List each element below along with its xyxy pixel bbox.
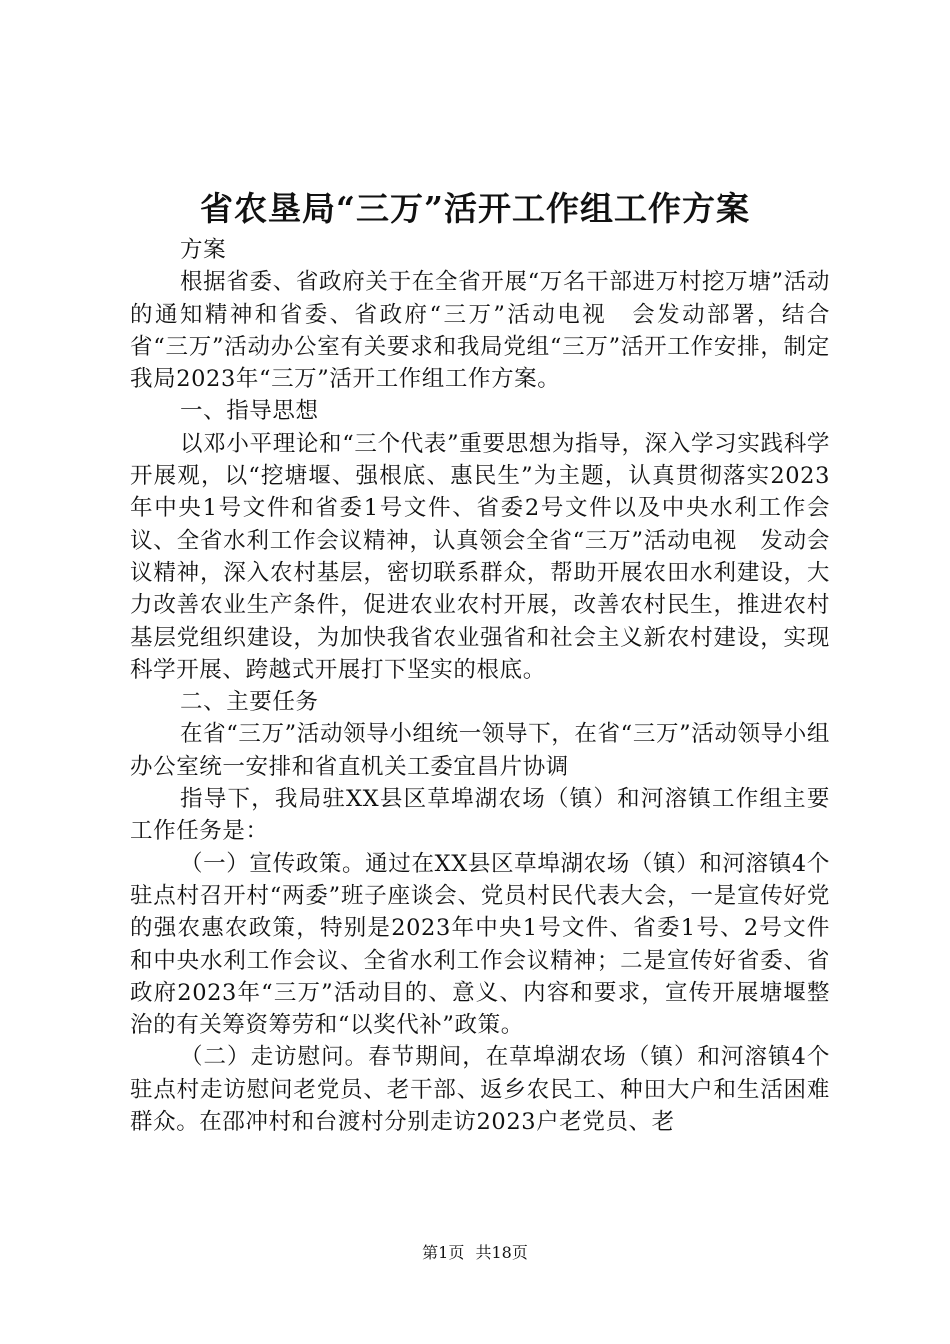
guiding-ideology-paragraph: 以邓小平理论和“三个代表”重要思想为指导，深入学习实践科学开展观，以“挖塘堰、强根底、惠民生”为主题，认真贯彻落实2023年中央1号文件和省委1号文件、省委2号文件以及中央水利工作会议、全省水利工作会议精神，认真领会全省“三万”活动电视 发动会议精神，深入农村基层，密切联系群众，帮助开展农田水利建设，大力改善农业生产条件，促进农业农村开展，改善农村民生，推进农村基层党组织建设，为加快我省农业强省和社会主义新农村建设，实现科学开展、跨越式开展打下坚实的根底。 <box>130 430 830 683</box>
page-footer <box>0 1243 950 1263</box>
document-title: 省农垦局“三万”活开工作组工作方案 <box>200 189 750 228</box>
section-heading-guiding-ideology: 一、指导思想 <box>180 398 319 425</box>
task-2-visits: （二）走访慰问。春节期间，在草埠湖农场（镇）和河溶镇4个驻点村走访慰问老党员、老干部、返乡农民工、种田大户和生活困难群众。在邵冲村和台渡村分别走访2023户老党员、老 <box>130 1044 830 1136</box>
heading-fangan: 方案 <box>180 237 227 263</box>
page-number: 第1页 <box>422 1243 465 1262</box>
intro-paragraph: 根据省委、省政府关于在全省开展“万名干部进万村挖万塘”活动的通知精神和省委、省政府“三万”活动电视 会发动部署，结合省“三万”活动办公室有关要求和我局党组“三万”活开工作安排，制定我局2023年“三万”活开工作组工作方案。 <box>130 269 830 393</box>
section-heading-main-tasks: 二、主要任务 <box>180 689 319 716</box>
main-tasks-paragraph-1: 在省“三万”活动领导小组统一领导下，在省“三万”活动领导小组办公室统一安排和省直机关工委宜昌片协调 <box>130 721 830 780</box>
document-body <box>130 234 830 1138</box>
main-tasks-paragraph-2: 指导下，我局驻XX县区草埠湖农场（镇）和河溶镇工作组主要工作任务是： <box>130 786 830 845</box>
page-total: 共18页 <box>475 1243 528 1262</box>
task-1-publicize-policy: （一）宣传政策。通过在XX县区草埠湖农场（镇）和河溶镇4个驻点村召开村“两委”班子座谈会、党员村民代表大会，一是宣传好党的强农惠农政策，特别是2023年中央1号文件、省委1号、2号文件和中央水利工作会议、全省水利工作会议精神；二是宣传好省委、省政府2023年“三万”活动目的、意义、内容和要求，宣传开展塘堰整治的有关筹资筹劳和“以奖代补”政策。 <box>130 850 830 1039</box>
